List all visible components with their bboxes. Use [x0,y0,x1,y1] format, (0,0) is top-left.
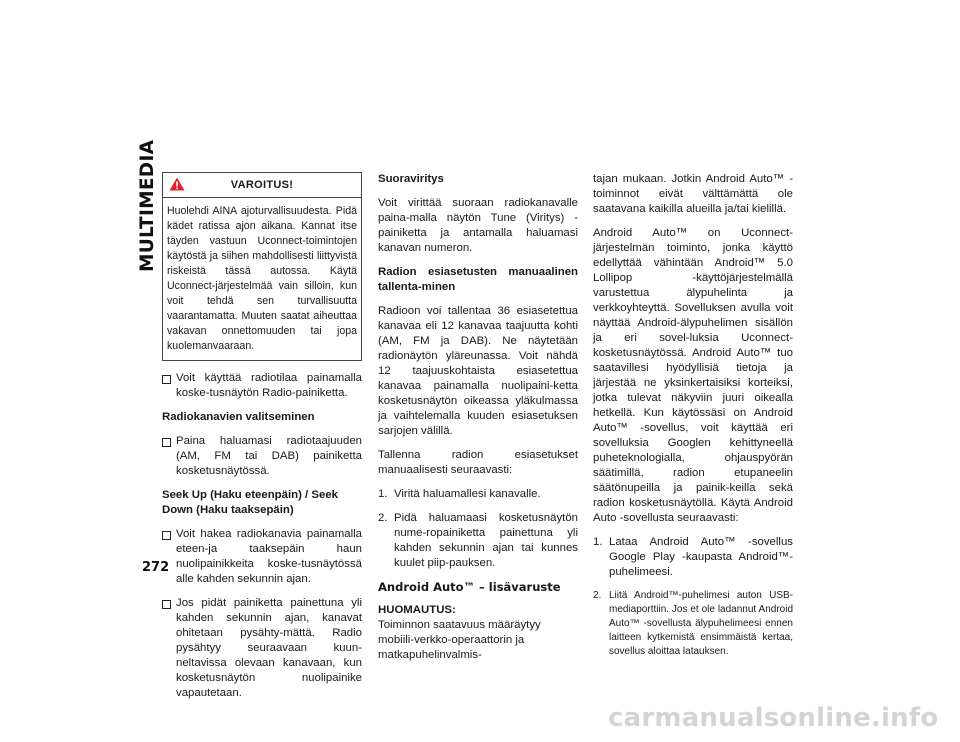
numbered-step [593,589,793,659]
step-text: Viritä haluamallesi kanavalle. [394,488,541,500]
step-text: Lataa Android Auto™ -sovellus Google Play -kaupasta Android™-puhelimeesi. [609,536,793,578]
numbered-step [378,487,578,502]
list-item-text: Voit hakea radiokanavia painamalla eteen-ja taaksepäin haun nuolipainikkeita koske-tusnäytössä alle kahden sekunnin ajan. [176,528,362,585]
step-number: 1. [378,488,388,500]
checkbox-bullet-icon [162,531,171,540]
note-label: HUOMAUTUS: [378,604,456,616]
heading-presets: Radion esiasetusten manuaalinen tallenta-minen [378,266,578,293]
paragraph: Android Auto™ on Uconnect-järjestelmän toiminto, jonka käyttö edellyttää vähintään Android™ 5.0 Lollipop -käyttöjärjestelmällä varustettua älypuhelinta ja verkkoyhteyttä. Sovelluksen avulla voit näyttää Android-älypuhelimen sisällön ja eri sovel-luksia Uconnect-kosketusnäytössä. Android Auto™ tuo saatavillesi hyödyllisiä tietoja ja järjestää ne yksinkertaisiksi korteiksi, jotka tulevat näkyviin juuri oikealla hetkellä. Kun käytössäsi on Android Auto™ -sovellus, voit käyttää eri sovelluksia Googlen kehittyneellä puheteknologialla, ohjauspyörän säätimillä, radion etupaneelin säätönupeilla ja painik-keilla sekä radion kosketusnäytöllä. Käytä Android Auto -sovellusta seuraavasti: [593,227,793,524]
warning-box [162,172,362,361]
heading-seek: Seek Up (Haku eteenpäin) / Seek Down (Haku taaksepäin) [162,489,338,516]
heading-channels: Radiokanavien valitseminen [162,411,315,423]
list-item-text: Voit käyttää radiotilaa painamalla koske-tusnäytön Radio-painiketta. [176,372,362,399]
list-item [162,371,362,401]
step-number: 1. [593,536,603,548]
step-text: Liitä Android™-puhelimesi auton USB-mediaporttiin. Jos et ole ladannut Android Auto™ -sovellusta älypuhelimeesi ennen laitteen kytkemistä ensimmäistä kertaa, sovellus aloittaa latauksen. [609,590,793,657]
paragraph: Tallenna radion esiasetukset manuaalisesti seuraavasti: [378,449,578,476]
warning-text: Huolehdi AINA ajoturvallisuudesta. Pidä kädet ratissa ajon aikana. Kannat itse täyden vastuun Uconnect-toimintojen käytöstä ja siihen mahdollisesti liittyvistä riskeistä tässä autossa. Käytä Uconnect-järjestelmää vain silloin, kun voit tehdä sen turvallisuutta vaarantamatta. Muuten saatat aiheuttaa vakavan onnettomuuden tai jopa kuolemanvaaraan. [167,205,357,352]
step-number: 2. [593,590,602,601]
heading-direct-tune: Suoraviritys [378,173,444,185]
column-3 [593,172,793,668]
warning-triangle-icon [169,177,185,191]
note-text: Toiminnon saatavuus määräytyy mobiili-verkko-operaattorin ja matkapuhelinvalmis- [378,619,541,661]
list-item [162,434,362,479]
list-item [162,596,362,701]
checkbox-bullet-icon [162,438,171,447]
column-1 [162,172,362,710]
section-title-text: MULTIMEDIA [137,139,158,272]
section-title [134,139,164,272]
numbered-step [378,511,578,571]
paragraph: tajan mukaan. Jotkin Android Auto™ -toiminnot eivät välttämättä ole saatavana kaikilla alueilla ja/tai kielillä. [593,173,793,215]
list-item-text: Paina haluamasi radiotaajuuden (AM, FM tai DAB) painiketta kosketusnäytössä. [176,435,362,477]
paragraph: Radioon voi tallentaa 36 esiasetettua kanavaa eli 12 kanavaa taajuutta kohti (AM, FM ja DAB). Ne näytetään radionäytön yläreunassa. Voit nähdä 12 taajuuskohtaista esiasetettua kanavaa painamalla nuolipaini-ketta kosketusnäytön oikeassa yläkulmassa ja vaihtelemalla kuuden esiasetuksen sarjojen välillä. [378,305,578,437]
numbered-step [593,535,793,580]
watermark: carmanualsonline.info [608,703,939,733]
column-2 [378,172,578,672]
step-number: 2. [378,512,388,524]
list-item [162,527,362,587]
list-item-text: Jos pidät painiketta painettuna yli kahden sekunnin ajan, kanavat ohitetaan pysähty-mättä. Radio pysähtyy seuraavaan kuun-neltavissa olevaan kanavaan, kun kosketusnäytön nuolipainike vapautetaan. [176,597,362,699]
checkbox-bullet-icon [162,600,171,609]
step-text: Pidä haluamaasi kosketusnäytön nume-ropainiketta painettuna yli kahden sekunnin ajan tai kunnes kuulet piip-pauksen. [394,512,578,569]
warning-title: VAROITUS! [230,178,294,191]
heading-android-auto: Android Auto™ – lisävaruste [378,580,561,594]
warning-header [163,173,361,198]
paragraph: Voit virittää suoraan radiokanavalle paina-malla näytön Tune (Viritys) -painiketta ja antamalla haluamasi kanavan numeron. [378,197,578,254]
page-number: 272 [142,560,170,575]
checkbox-bullet-icon [162,375,171,384]
